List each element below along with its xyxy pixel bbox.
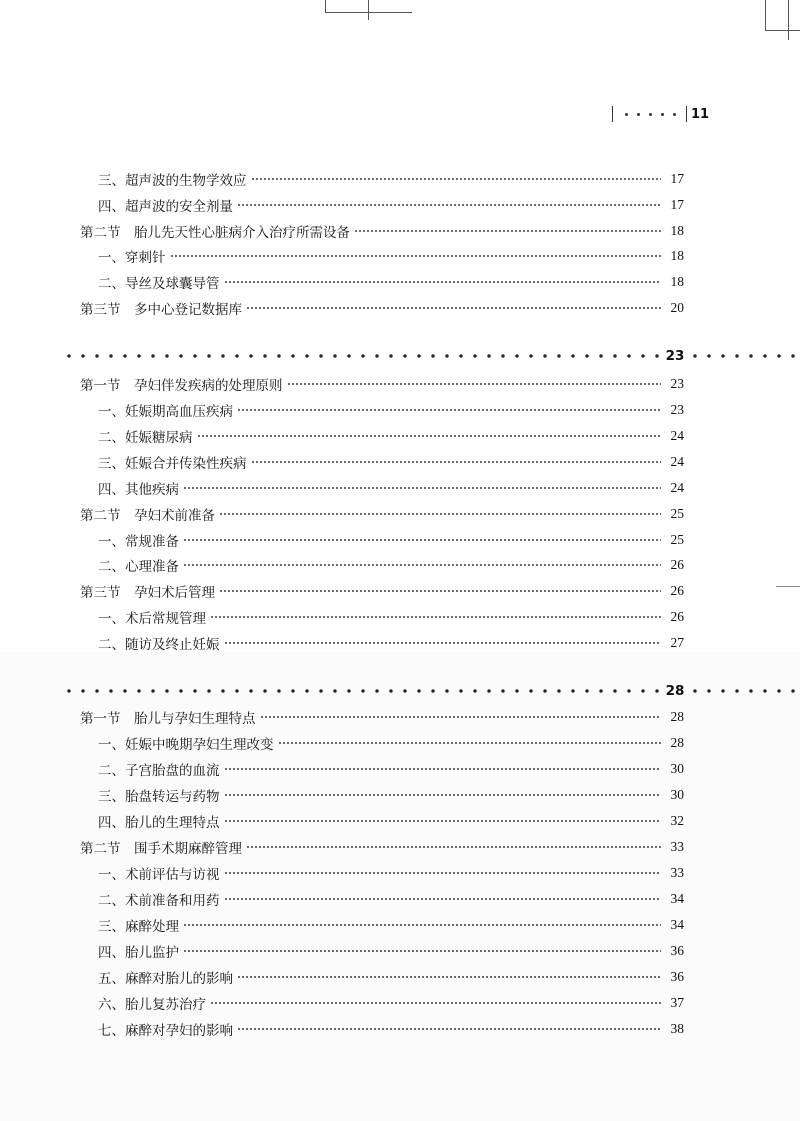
toc-entry-label: 一、术后常规管理 — [98, 611, 206, 627]
toc-entry-page: 33 — [670, 839, 684, 854]
toc-entry-label: 四、胎儿监护 — [98, 945, 179, 961]
toc-entry-label: 第一节 胎儿与孕妇生理特点 — [80, 711, 256, 727]
toc-entry[interactable] — [0, 706, 800, 728]
toc-entry-label: 二、随访及终止妊娠 — [98, 637, 220, 653]
toc-entry-label: 一、穿刺针 — [98, 250, 166, 266]
toc-entry-label: 二、导丝及球囊导管 — [98, 276, 220, 292]
toc-entry-page: 26 — [670, 557, 684, 572]
chapter-dots-left — [62, 688, 662, 694]
toc-entry-label: 一、术前评估与访视 — [98, 867, 220, 883]
toc-entry[interactable] — [0, 940, 800, 962]
leader-dots — [224, 641, 662, 645]
toc-entry[interactable] — [0, 271, 800, 293]
toc-entry-page: 24 — [670, 428, 684, 443]
toc-entry-label: 一、妊娠期高血压疾病 — [98, 404, 233, 420]
chapter-dots-left — [62, 353, 662, 359]
leader-dots — [219, 512, 661, 516]
toc-entry[interactable] — [0, 914, 800, 936]
leader-dots — [210, 615, 661, 619]
toc-entry-page: 34 — [670, 917, 684, 932]
crop-mark-right-b — [765, 30, 800, 31]
leader-dots — [251, 460, 662, 464]
toc-entry-page: 24 — [670, 454, 684, 469]
toc-entry-page: 25 — [670, 532, 684, 547]
leader-dots — [251, 177, 662, 181]
leader-dots — [224, 767, 662, 771]
chapter-divider — [0, 348, 800, 364]
toc-entry[interactable] — [0, 580, 800, 602]
toc-entry-page: 23 — [670, 402, 684, 417]
toc-entry-label: 三、麻醉处理 — [98, 919, 179, 935]
leader-dots — [224, 871, 662, 875]
toc-entry[interactable] — [0, 297, 800, 319]
leader-dots — [237, 1027, 661, 1031]
toc-entry-label: 六、胎儿复苏治疗 — [98, 997, 206, 1013]
leader-dots — [246, 306, 661, 310]
toc-entry[interactable] — [0, 784, 800, 806]
toc-entry-page: 33 — [670, 865, 684, 880]
toc-entry[interactable] — [0, 888, 800, 910]
toc-entry-label: 第二节 孕妇术前准备 — [80, 508, 215, 524]
toc-entry-page: 30 — [670, 761, 684, 776]
crop-mark-top-c — [325, 12, 412, 13]
toc-entry-page: 28 — [670, 709, 684, 724]
leader-dots — [260, 715, 662, 719]
toc-entry-page: 18 — [670, 274, 684, 289]
leader-dots — [224, 280, 662, 284]
toc-entry-page: 18 — [670, 223, 684, 238]
toc-entry[interactable] — [0, 451, 800, 473]
header-rule — [612, 106, 613, 122]
leader-dots — [197, 434, 662, 438]
toc-entry-label: 三、超声波的生物学效应 — [98, 173, 247, 189]
leader-dots — [210, 1001, 661, 1005]
toc-entry[interactable] — [0, 992, 800, 1014]
header-rule — [686, 106, 687, 122]
toc-entry-page: 24 — [670, 480, 684, 495]
toc-entry[interactable] — [0, 477, 800, 499]
toc-entry[interactable] — [0, 554, 800, 576]
toc-entry[interactable] — [0, 425, 800, 447]
toc-entry-label: 二、心理准备 — [98, 559, 179, 575]
toc-entry-label: 四、胎儿的生理特点 — [98, 815, 220, 831]
toc-entry[interactable] — [0, 1018, 800, 1040]
leader-dots — [183, 563, 661, 567]
toc-entry[interactable] — [0, 606, 800, 628]
leader-dots — [237, 203, 661, 207]
toc-entry-page: 20 — [670, 300, 684, 315]
toc-entry-label: 二、子宫胎盘的血流 — [98, 763, 220, 779]
toc-entry-page: 38 — [670, 1021, 684, 1036]
toc-entry[interactable] — [0, 220, 800, 242]
toc-entry-page: 26 — [670, 583, 684, 598]
toc-entry[interactable] — [0, 168, 800, 190]
toc-entry[interactable] — [0, 966, 800, 988]
running-header — [612, 104, 712, 124]
toc-entry-label: 五、麻醉对胎儿的影响 — [98, 971, 233, 987]
toc-entry-label: 二、术前准备和用药 — [98, 893, 220, 909]
toc-entry-label: 第三节 多中心登记数据库 — [80, 302, 242, 318]
toc-entry-label: 七、麻醉对孕妇的影响 — [98, 1023, 233, 1039]
toc-entry-page: 25 — [670, 506, 684, 521]
toc-entry-label: 一、常规准备 — [98, 534, 179, 550]
toc-entry[interactable] — [0, 862, 800, 884]
leader-dots — [278, 741, 662, 745]
toc-entry-label: 第二节 胎儿先天性心脏病介入治疗所需设备 — [80, 225, 350, 241]
toc-entry[interactable] — [0, 529, 800, 551]
page-number: 11 — [691, 106, 710, 122]
toc-entry-page: 17 — [670, 197, 684, 212]
chapter-page-number: 28 — [665, 683, 685, 699]
toc-entry-label: 三、胎盘转运与药物 — [98, 789, 220, 805]
toc-entry[interactable] — [0, 632, 800, 654]
leader-dots — [246, 845, 661, 849]
crop-mark-top-b — [368, 0, 369, 20]
toc-entry[interactable] — [0, 245, 800, 267]
leader-dots — [224, 793, 662, 797]
toc-entry-page: 36 — [670, 943, 684, 958]
leader-dots — [287, 382, 662, 386]
toc-entry-page: 26 — [670, 609, 684, 624]
chapter-dots-right — [688, 353, 800, 359]
toc-entry-label: 第三节 孕妇术后管理 — [80, 585, 215, 601]
toc-entry[interactable] — [0, 503, 800, 525]
toc-entry-label: 第二节 围手术期麻醉管理 — [80, 841, 242, 857]
leader-dots — [219, 589, 661, 593]
toc-entry[interactable] — [0, 732, 800, 754]
toc-entry-label: 四、超声波的安全剂量 — [98, 199, 233, 215]
chapter-divider — [0, 683, 800, 699]
toc-entry[interactable] — [0, 194, 800, 216]
toc-entry-page: 37 — [670, 995, 684, 1010]
toc-entry-page: 36 — [670, 969, 684, 984]
toc-entry-label: 第一节 孕妇伴发疾病的处理原则 — [80, 378, 283, 394]
toc-entry-label: 一、妊娠中晚期孕妇生理改变 — [98, 737, 274, 753]
toc-entry[interactable] — [0, 758, 800, 780]
crop-mark-top-a — [325, 0, 326, 12]
crop-mark-right-c — [788, 0, 789, 40]
toc-entry-page: 30 — [670, 787, 684, 802]
toc-entry-page: 32 — [670, 813, 684, 828]
leader-dots — [224, 819, 662, 823]
toc-entry-page: 27 — [670, 635, 684, 650]
toc-entry[interactable] — [0, 399, 800, 421]
chapter-page-number: 23 — [665, 348, 685, 364]
leader-dots — [183, 949, 661, 953]
toc-entry-label: 四、其他疾病 — [98, 482, 179, 498]
leader-dots — [237, 975, 661, 979]
toc-entry-page: 18 — [670, 248, 684, 263]
toc-entry-label: 二、妊娠糖尿病 — [98, 430, 193, 446]
toc-entry-label: 三、妊娠合并传染性疾病 — [98, 456, 247, 472]
leader-dots — [183, 538, 661, 542]
toc-entry-page: 34 — [670, 891, 684, 906]
leader-dots — [183, 486, 661, 490]
crop-mark-right-a — [765, 0, 766, 30]
toc-entry-page: 17 — [670, 171, 684, 186]
leader-dots — [354, 229, 661, 233]
leader-dots — [183, 923, 661, 927]
toc-entry[interactable] — [0, 836, 800, 858]
leader-dots — [224, 897, 662, 901]
toc-entry[interactable] — [0, 373, 800, 395]
toc-entry-page: 28 — [670, 735, 684, 750]
leader-dots — [237, 408, 661, 412]
chapter-dots-right — [688, 688, 800, 694]
toc-entry[interactable] — [0, 810, 800, 832]
leader-dots — [170, 254, 662, 258]
header-dots — [625, 113, 676, 116]
toc-entry-page: 23 — [670, 376, 684, 391]
